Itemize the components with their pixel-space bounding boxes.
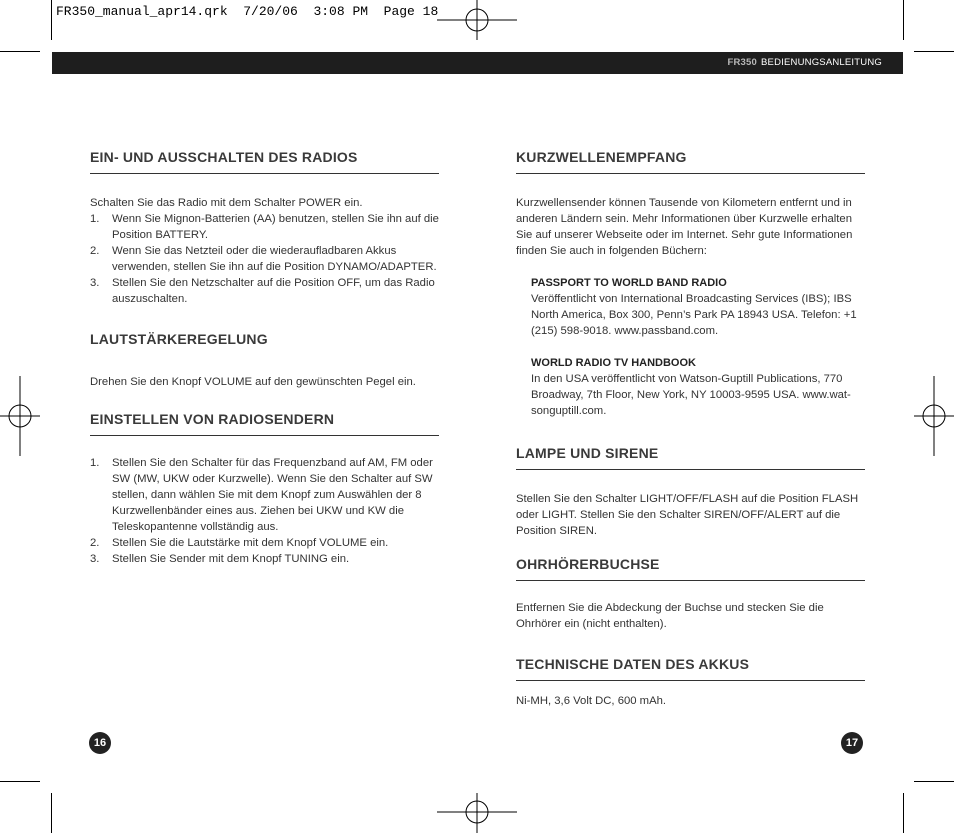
list-item xyxy=(90,275,439,307)
crop-mark xyxy=(0,51,40,52)
crop-mark xyxy=(51,793,52,833)
list-item xyxy=(90,551,439,567)
book-details: In den USA veröffentlicht von Watson-Guptill Publications, 770 Broadway, 7th Floor, New York, NY 10003-9595 USA. www.wat-songuptill.com. xyxy=(531,373,851,417)
page-number: 17 xyxy=(841,732,863,754)
list-text: Stellen Sie den Schalter für das Frequenzband auf AM, FM oder SW (MW, UKW oder Kurzwelle). Wenn Sie den Schalter auf SW stellen, dann wählen Sie mit dem Knopf zum Auswählen der 8 Kurzwellenbänder eines aus. Ziehen bei UKW und KW die Teleskopantenne vollständig aus. xyxy=(112,457,433,533)
header-title xyxy=(727,57,882,68)
numbered-list xyxy=(90,211,439,307)
paragraph: Kurzwellensender können Tausende von Kilometern entfernt und in anderen Ländern sein. Mehr Informationen über Kurzwelle erhalten Sie auf unserer Webseite oder im Internet. Sehr gute Informationen finden Sie auch in folgenden Büchern: xyxy=(516,197,853,257)
paragraph: Entfernen Sie die Abdeckung der Buchse und stecken Sie die Ohrhörer ein (nicht enthalten). xyxy=(516,602,824,630)
book-details: Veröffentlicht von International Broadcasting Services (IBS); IBS North America, Box 300, Penn’s Park PA 18943 USA. Telefon: +1 (215) 598-9018. www.passband.com. xyxy=(531,293,857,337)
book-reference xyxy=(531,355,865,419)
registration-mark-icon xyxy=(437,0,517,40)
paragraph: Drehen Sie den Knopf VOLUME auf den gewünschten Pegel ein. xyxy=(90,376,416,388)
crop-mark xyxy=(0,781,40,782)
section-power xyxy=(90,149,439,307)
list-number: 3. xyxy=(90,277,100,289)
list-item xyxy=(90,455,439,535)
list-number: 3. xyxy=(90,553,100,565)
crop-mark xyxy=(914,781,954,782)
section-heading: EINSTELLEN VON RADIOSENDERN xyxy=(90,411,439,436)
print-slug: FR350_manual_apr14.qrk 7/20/06 3:08 PM Page 18 xyxy=(56,4,439,19)
book-title: WORLD RADIO TV HANDBOOK xyxy=(531,357,696,369)
list-text: Wenn Sie das Netzteil oder die wiederaufladbaren Akkus verwenden, stellen Sie ihn auf die Position DYNAMO/ADAPTER. xyxy=(112,245,437,273)
list-number: 1. xyxy=(90,457,100,469)
list-item xyxy=(90,211,439,243)
section-heading: EIN- UND AUSSCHALTEN DES RADIOS xyxy=(90,149,439,174)
registration-mark-icon xyxy=(437,793,517,833)
section-heading: KURZWELLENEMPFANG xyxy=(516,149,865,174)
list-item xyxy=(90,243,439,275)
section-heading: LAMPE UND SIRENE xyxy=(516,445,865,470)
list-number: 2. xyxy=(90,537,100,549)
crop-mark xyxy=(51,0,52,40)
numbered-list xyxy=(90,455,439,567)
paragraph: Schalten Sie das Radio mit dem Schalter POWER ein. xyxy=(90,197,363,209)
list-item xyxy=(90,535,439,551)
header-model: FR350 xyxy=(727,57,757,68)
page-number: 16 xyxy=(89,732,111,754)
section-heading: TECHNISCHE DATEN DES AKKUS xyxy=(516,656,865,681)
section-volume xyxy=(90,331,439,390)
section-heading: OHRHÖRERBUCHSE xyxy=(516,556,865,581)
crop-mark xyxy=(903,0,904,40)
registration-mark-icon xyxy=(914,376,954,456)
list-number: 2. xyxy=(90,245,100,257)
list-number: 1. xyxy=(90,213,100,225)
list-text: Stellen Sie Sender mit dem Knopf TUNING ein. xyxy=(112,553,350,565)
section-lamp xyxy=(516,445,865,539)
section-battery-specs xyxy=(516,656,865,709)
section-heading: LAUTSTÄRKEREGELUNG xyxy=(90,331,268,347)
list-text: Wenn Sie Mignon-Batterien (AA) benutzen, stellen Sie ihn auf die Position BATTERY. xyxy=(112,213,439,241)
header-manual-title: BEDIENUNGSANLEITUNG xyxy=(761,57,882,68)
paragraph: Stellen Sie den Schalter LIGHT/OFF/FLASH auf die Position FLASH oder LIGHT. Stellen Sie den Schalter SIREN/OFF/ALERT auf die Position SIREN. xyxy=(516,493,859,537)
header-bar xyxy=(52,52,903,74)
section-headphone xyxy=(516,556,865,632)
paragraph: Ni-MH, 3,6 Volt DC, 600 mAh. xyxy=(516,695,667,707)
section-tuning xyxy=(90,411,439,567)
list-text: Stellen Sie den Netzschalter auf die Position OFF, um das Radio auszuschalten. xyxy=(112,277,435,305)
list-text: Stellen Sie die Lautstärke mit dem Knopf VOLUME ein. xyxy=(112,537,389,549)
section-shortwave xyxy=(516,149,865,419)
crop-mark xyxy=(903,793,904,833)
book-title: PASSPORT TO WORLD BAND RADIO xyxy=(531,277,727,289)
crop-mark xyxy=(914,51,954,52)
registration-mark-icon xyxy=(0,376,40,456)
book-reference xyxy=(531,275,865,339)
